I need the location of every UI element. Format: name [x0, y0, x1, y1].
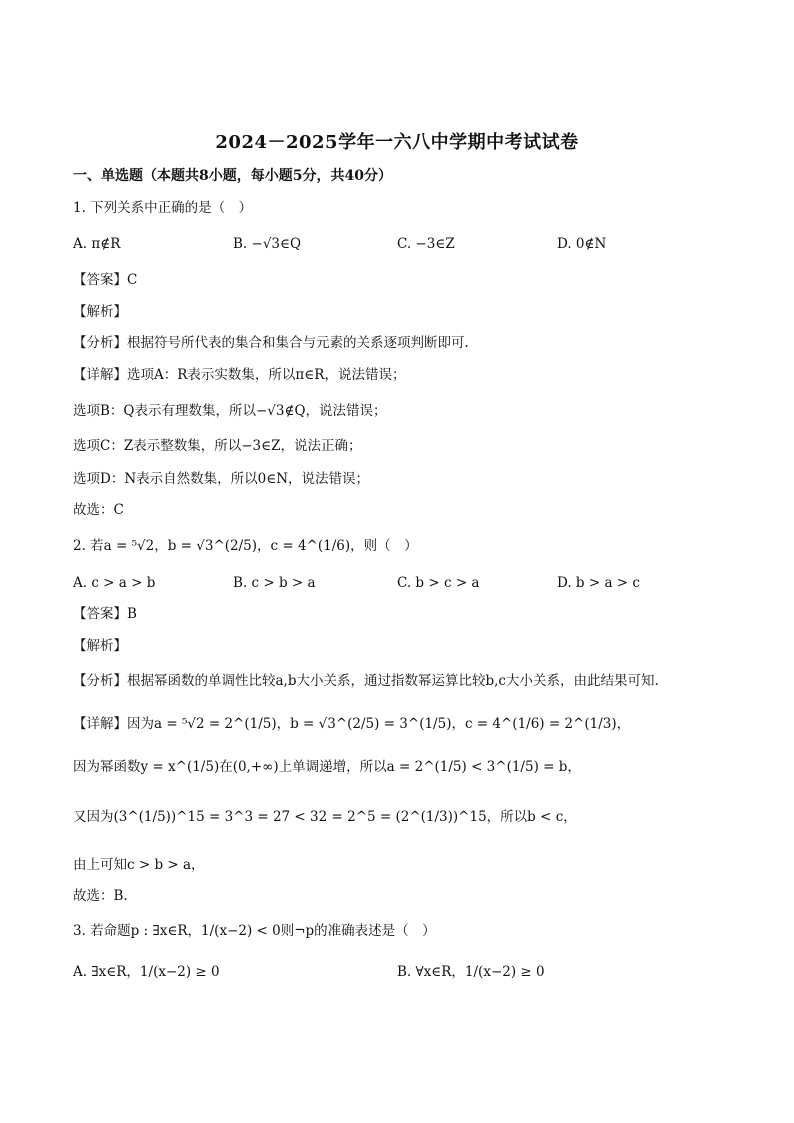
- q3-option-a: A. ∃x∈R，1/(x−2) ≥ 0: [73, 964, 220, 980]
- q3-stem: 3. 若命题p : ∃x∈R，1/(x−2) < 0则¬p的准确表述是（ ）: [73, 923, 436, 939]
- q1-option-b: B. −√3∈Q: [233, 236, 302, 252]
- q2-answer: 【答案】B: [73, 606, 137, 622]
- q2-detail: 【详解】因为a = ⁵√2 = 2^(1/5)，b = √3^(2/5) = 3^(1/5)，c = 4^(1/6) = 2^(1/3)，: [73, 716, 631, 732]
- q1-option-d-explain: 选项D：N表示自然数集，所以0∈N，说法错误；: [73, 471, 370, 487]
- q2-jiexi: 【解析】: [73, 638, 127, 654]
- q1-detail: 【详解】选项A：R表示实数集，所以π∈R，说法错误；: [73, 367, 406, 383]
- q1-stem: 1. 下列关系中正确的是（ ）: [73, 200, 253, 216]
- q2-step-2: 因为幂函数y = x^(1/5)在(0,+∞)上单调递增，所以a = 2^(1/5) < 3^(1/5) = b，: [73, 759, 581, 775]
- q1-choose: 故选：C: [73, 502, 124, 518]
- q2-option-b: B. c > b > a: [233, 575, 316, 591]
- page-title: 2024－2025学年一六八中学期中考试试卷: [215, 132, 579, 153]
- q1-jiexi: 【解析】: [73, 304, 127, 320]
- q1-option-d: D. 0∉N: [557, 236, 607, 252]
- q1-option-b-explain: 选项B：Q表示有理数集，所以−√3∉Q，说法错误；: [73, 403, 387, 419]
- q2-analysis: 【分析】根据幂函数的单调性比较a,b大小关系，通过指数幂运算比较b,c大小关系，由此结果可知.: [73, 673, 659, 689]
- q1-option-c: C. −3∈Z: [397, 236, 455, 252]
- q2-option-d: D. b > a > c: [557, 575, 640, 591]
- q3-option-b: B. ∀x∈R，1/(x−2) ≥ 0: [397, 964, 545, 980]
- q2-step-4: 由上可知c > b > a，: [73, 857, 205, 873]
- q1-option-c-explain: 选项C：Z表示整数集，所以−3∈Z，说法正确；: [73, 438, 362, 454]
- q2-option-a: A. c > a > b: [73, 575, 156, 591]
- q2-stem: 2. 若a = ⁵√2，b = √3^(2/5)，c = 4^(1/6)，则（ ）: [73, 538, 418, 554]
- section-heading: 一、单选题（本题共8小题，每小题5分，共40分）: [73, 168, 392, 184]
- q1-option-a: A. π∉R: [73, 236, 121, 252]
- q2-option-c: C. b > c > a: [397, 575, 480, 591]
- q2-choose: 故选：B.: [73, 888, 128, 904]
- q1-analysis: 【分析】根据符号所代表的集合和集合与元素的关系逐项判断即可.: [73, 335, 469, 351]
- q2-step-3: 又因为(3^(1/5))^15 = 3^3 = 27 < 32 = 2^5 = (2^(1/3))^15，所以b < c，: [73, 809, 577, 825]
- q1-answer: 【答案】C: [73, 272, 138, 288]
